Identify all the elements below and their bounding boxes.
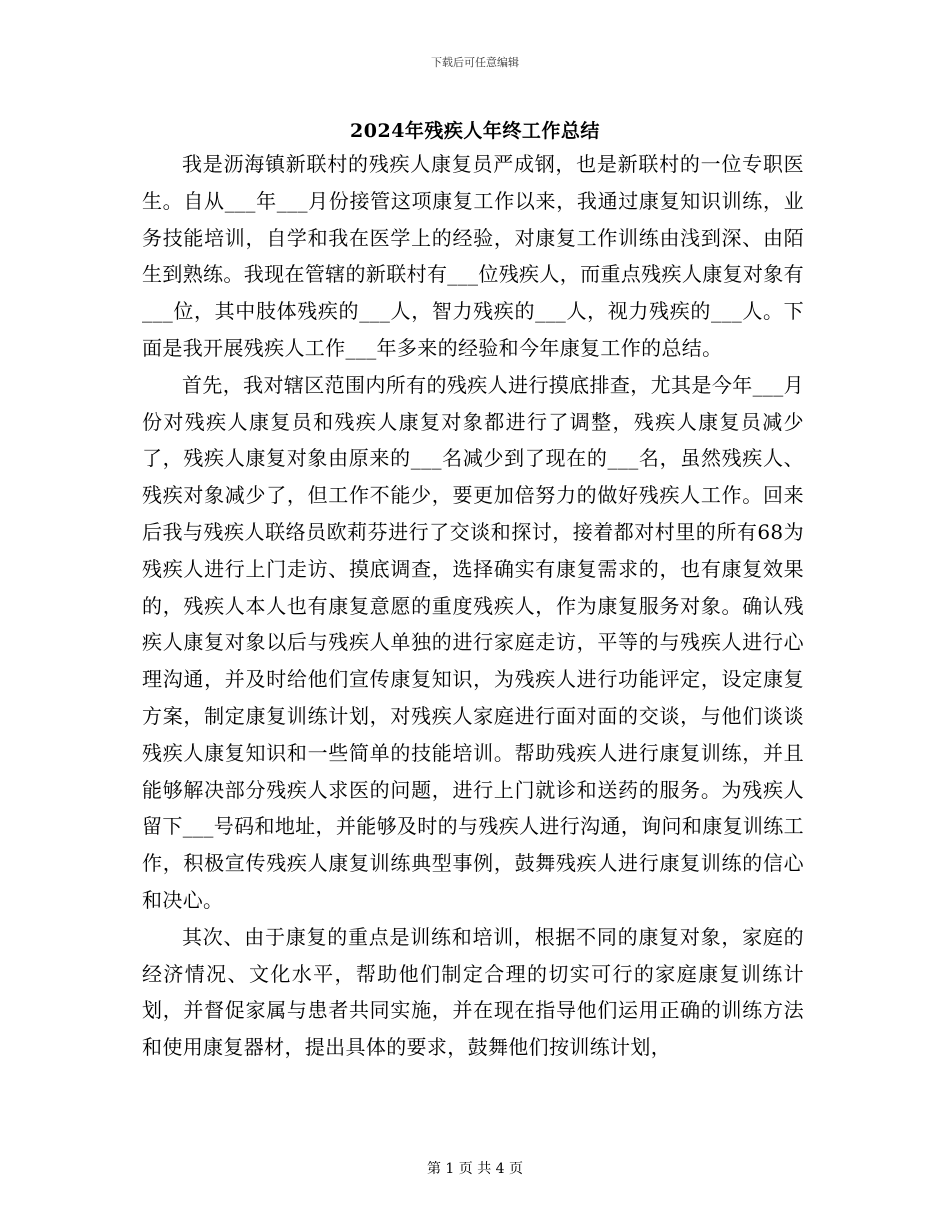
paragraph-first: 首先，我对辖区范围内所有的残疾人进行摸底排查，尤其是今年___月份对残疾人康复员和残疾人康复对象都进行了调整，残疾人康复员减少了，残疾人康复对象由原来的___名减少到了现在的___名，虽然残疾人、残疾对象减少了，但工作不能少，要更加倍努力的做好残疾人工作。回来后我与残疾人联络员欧莉芬进行了交谈和探讨，接着都对村里的所有68为残疾人进行上门走访、摸底调查，选择确实有康复需求的，也有康复效果的，残疾人本人也有康复意愿的重度残疾人，作为康复服务对象。确认残疾人康复对象以后与残疾人单独的进行家庭走访，平等的与残疾人进行心理沟通，并及时给他们宣传康复知识，为残疾人进行功能评定，设定康复方案，制定康复训练计划，对残疾人家庭进行面对面的交谈，与他们谈谈残疾人康复知识和一些简单的技能培训。帮助残疾人进行康复训练，并且能够解决部分残疾人求医的问题，进行上门就诊和送药的服务。为残疾人留下___号码和地址，并能够及时的与残疾人进行沟通，询问和康复训练工作，积极宣传残疾人康复训练典型事例，鼓舞残疾人进行康复训练的信心和决心。 [142,372,804,912]
document-title: 2024年残疾人年终工作总结 [350,120,600,142]
page-number: 第 1 页 共 4 页 [426,1161,524,1177]
paragraph-second: 其次、由于康复的重点是训练和培训，根据不同的康复对象，家庭的经济情况、文化水平，帮助他们制定合理的切实可行的家庭康复训练计划，并督促家属与患者共同实施，并在现在指导他们运用正确的训练方法和使用康复器材，提出具体的要求，鼓舞他们按训练计划， [142,924,804,1060]
header-note: 下载后可任意编辑 [431,56,519,69]
paragraph-intro: 我是沥海镇新联村的残疾人康复员严成钢，也是新联村的一位专职医生。自从___年___月份接管这项康复工作以来，我通过康复知识训练，业务技能培训，自学和我在医学上的经验，对康复工作训练由浅到深、由陌生到熟练。我现在管辖的新联村有___位残疾人，而重点残疾人康复对象有___位，其中肢体残疾的___人，智力残疾的___人，视力残疾的___人。下面是我开展残疾人工作___年多来的经验和今年康复工作的总结。 [142,152,804,360]
document-body [142,146,804,1066]
